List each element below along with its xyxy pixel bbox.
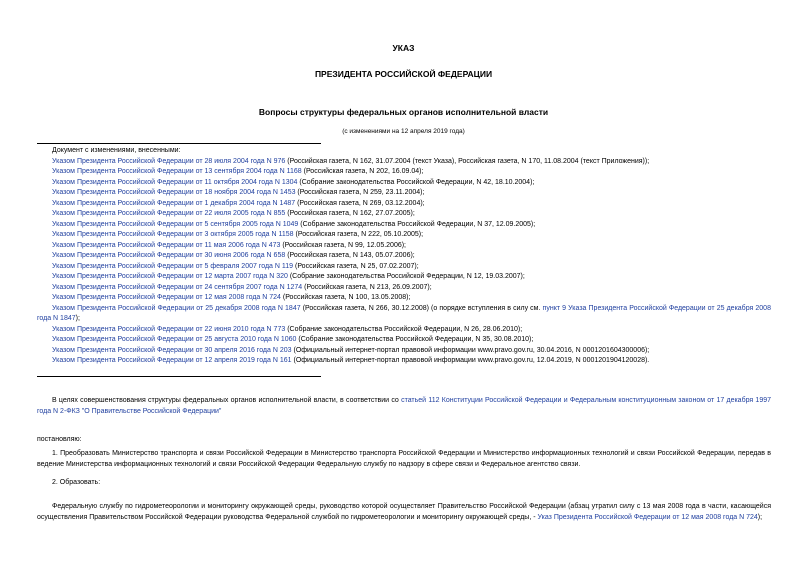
amendment-item: [37, 209, 771, 220]
amendment-source: (Российская газета, N 259, 23.11.2004);: [295, 189, 425, 196]
paragraph-hydromet: [37, 502, 771, 523]
amendment-source: (Российская газета, N 266, 30.12.2008) (о порядке вступления в силу см.: [300, 304, 543, 312]
amendment-source: (Российская газета, N 269, 03.12.2004);: [295, 199, 425, 207]
amendment-item: [37, 262, 771, 273]
hydromet-close: );: [757, 513, 763, 521]
amendment-link[interactable]: Указом Президента Российской Федерации от 12 мая 2008 года N 724: [52, 294, 281, 301]
amendment-item: [37, 304, 771, 325]
amendment-source: (Собрание законодательства Российской Федерации, N 37, 12.09.2005);: [298, 220, 536, 228]
entry-into-force-link[interactable]: пункт 9 Указа Президента Российской Федерации от 25 декабря 2008 года N 1847: [37, 304, 771, 322]
amendment-link[interactable]: Указом Президента Российской Федерации от 11 мая 2006 года N 473: [52, 241, 281, 249]
bottom-divider: [37, 376, 321, 377]
amendment-item: [37, 335, 771, 346]
amendment-source: (Российская газета, N 99, 12.05.2006);: [280, 241, 407, 249]
amendment-item: [37, 272, 771, 283]
amendment-item: [37, 346, 771, 357]
top-divider: [37, 143, 321, 144]
amendment-link[interactable]: Указом Президента Российской Федерации от 25 августа 2010 года N 1060: [52, 336, 297, 343]
preamble-paragraph: [37, 396, 771, 417]
amendment-item: [37, 283, 771, 294]
doc-type-heading: УКАЗ: [392, 43, 415, 53]
amendment-item: [37, 325, 771, 336]
amendment-item: [37, 241, 771, 252]
amendment-source: (Российская газета, N 162, 31.07.2004 (текст Указа), Российская газета, N 170, 11.08.2004 (текст Приложения));: [285, 157, 650, 165]
amendment-source: (Собрание законодательства Российской Федерации, N 12, 19.03.2007);: [287, 273, 525, 280]
issuer-heading: ПРЕЗИДЕНТА РОССИЙСКОЙ ФЕДЕРАЦИИ: [314, 69, 493, 79]
hydromet-text: Федеральную службу по гидрометеорологии и мониторингу окружающей среды, руководство которой осуществляет Правительство Российской Федерации (абзац утратил силу с 13 мая 2008 года в части, касающейся осуществления Правительством Российской Федерации руководства Федеральной службой по гидрометеорологии и мониторингу окружающей среды, -: [37, 503, 771, 521]
amendment-item: [37, 157, 771, 168]
amendment-link[interactable]: Указом Президента Российской Федерации от 5 февраля 2007 года N 119: [52, 262, 294, 270]
amendment-link[interactable]: Указом Президента Российской Федерации от 22 июля 2005 года N 855: [52, 210, 286, 217]
amendment-source: (Российская газета, N 202, 16.09.04);: [301, 168, 424, 175]
amendment-source: (Российская газета, N 162, 27.07.2005);: [285, 210, 415, 217]
amendment-link[interactable]: Указом Президента Российской Федерации от 12 марта 2007 года N 320: [52, 273, 288, 280]
amendment-link[interactable]: Указом Президента Российской Федерации от 30 апреля 2016 года N 203: [52, 346, 292, 354]
document-title: Вопросы структуры федеральных органов исполнительной власти: [258, 107, 549, 117]
amendment-link[interactable]: Указом Президента Российской Федерации от 24 сентября 2007 года N 1274: [52, 283, 303, 291]
amendment-source: (Официальный интернет-портал правовой информации www.pravo.gov.ru, 12.04.2019, N 0001201904120028).: [291, 357, 650, 364]
amendment-item: [37, 356, 771, 367]
amendment-item: [37, 230, 771, 241]
amendment-source: (Российская газета, N 100, 13.05.2008);: [280, 294, 411, 301]
amendment-source: (Официальный интернет-портал правовой информации www.pravo.gov.ru, 30.04.2016, N 0001201604300006);: [291, 346, 650, 354]
amendment-item: [37, 293, 771, 304]
amendment-source: (Российская газета, N 143, 05.07.2006);: [285, 252, 415, 259]
amendment-item: [37, 188, 771, 199]
paragraph-2: 2. Образовать:: [52, 479, 101, 486]
decree-724-link[interactable]: Указ Президента Российской Федерации от 12 мая 2008 года N 724: [537, 513, 758, 521]
amendment-link[interactable]: Указом Президента Российской Федерации от 3 октября 2005 года N 1158: [52, 231, 294, 238]
amendment-link[interactable]: Указом Президента Российской Федерации от 25 декабря 2008 года N 1847: [52, 304, 301, 312]
amendments-header: Документ с изменениями, внесенными:: [52, 147, 181, 154]
amendments-list: [37, 146, 771, 367]
amendment-link[interactable]: Указом Президента Российской Федерации от 22 июня 2010 года N 773: [52, 325, 286, 333]
amendment-link[interactable]: Указом Президента Российской Федерации от 12 апреля 2019 года N 161: [52, 357, 292, 364]
amendment-item: [37, 178, 771, 189]
decree-word: постановляю:: [37, 436, 82, 443]
amendment-source: (Собрание законодательства Российской Федерации, N 42, 18.10.2004);: [297, 178, 535, 186]
paragraph-1: 1. Преобразовать Министерство транспорта и связи Российской Федерации в Министерство транспорта Российской Федерации и Министерство информационных технологий и связи Российской Федерации, передав в ведение Министерства информационных технологий и связи Российской Федерации Федеральную службу по надзору в сфере связи и Федеральное агентство связи.: [37, 450, 771, 468]
amendment-source: (Собрание законодательства Российской Федерации, N 26, 28.06.2010);: [285, 325, 523, 333]
amendment-link[interactable]: Указом Президента Российской Федерации от 11 октября 2004 года N 1304: [52, 178, 298, 186]
amendment-item: [37, 167, 771, 178]
amendment-source: (Российская газета, N 213, 26.09.2007);: [302, 283, 432, 291]
amendment-link[interactable]: Указом Президента Российской Федерации от 1 декабря 2004 года N 1487: [52, 199, 296, 207]
amendment-source: (Собрание законодательства Российской Федерации, N 35, 30.08.2010);: [296, 336, 534, 343]
amendment-link[interactable]: Указом Президента Российской Федерации от 28 июля 2004 года N 976: [52, 157, 286, 165]
amendment-link[interactable]: Указом Президента Российской Федерации от 5 сентября 2005 года N 1049: [52, 220, 299, 228]
constitution-link[interactable]: статьей 112 Конституции Российской Федерации и Федеральным конституционным законом от 17 декабря 1997 года N 2-ФКЗ "О Правительстве Российской Федерации": [37, 397, 772, 415]
amendment-link[interactable]: Указом Президента Российской Федерации от 13 сентября 2004 года N 1168: [52, 168, 302, 175]
amendment-source: (Российская газета, N 222, 05.10.2005);: [293, 231, 424, 238]
preamble-text: В целях совершенствования структуры федеральных органов исполнительной власти, в соответствии со: [52, 397, 402, 404]
amendment-source: (Российская газета, N 25, 07.02.2007);: [293, 262, 419, 270]
amendment-item: [37, 220, 771, 231]
amendment-link[interactable]: Указом Президента Российской Федерации от 18 ноября 2004 года N 1453: [52, 189, 296, 196]
edition-note: (с изменениями на 12 апреля 2019 года): [342, 128, 465, 135]
amendment-item: [37, 251, 771, 262]
amendment-link[interactable]: Указом Президента Российской Федерации от 30 июня 2006 года N 658: [52, 252, 286, 259]
amendment-close: );: [75, 315, 80, 322]
amendment-item: [37, 199, 771, 210]
